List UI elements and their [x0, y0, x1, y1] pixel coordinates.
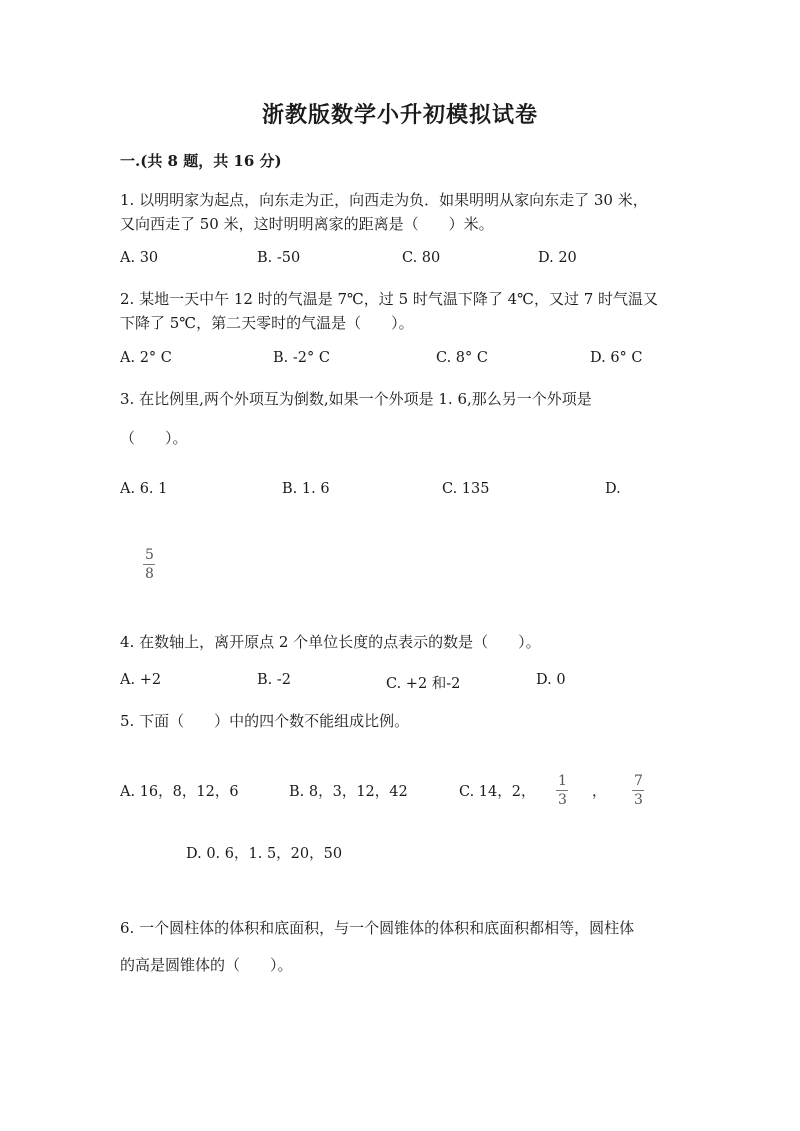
question-3-option-c: C. 135 [442, 481, 490, 497]
fraction-numerator: 5 [145, 547, 154, 563]
question-5-option-d: D. 0. 6，1. 5，20，50 [186, 846, 343, 862]
question-5-option-c: C. 14，2， [459, 784, 536, 800]
question-2-option-c: C. 8° C [436, 350, 488, 366]
question-6-line-1: 6. 一个圆柱体的体积和底面积，与一个圆锥体的体积和底面积都相等，圆柱体 [120, 919, 635, 937]
section-heading: 一.(共 8 题，共 16 分) [120, 152, 282, 170]
question-1-line-2: 又向西走了 50 米，这时明明离家的距离是（ ）米。 [120, 215, 494, 233]
question-3-line-2: （ ）。 [120, 429, 188, 447]
question-3-option-a: A. 6. 1 [120, 481, 168, 497]
question-3-option-b: B. 1. 6 [282, 481, 330, 497]
fraction-numerator: 7 [634, 773, 643, 789]
question-2-line-2: 下降了 5℃，第二天零时的气温是（ ）。 [120, 314, 414, 332]
question-3-line-1: 3. 在比例里,两个外项互为倒数,如果一个外项是 1. 6,那么另一个外项是 [120, 390, 592, 408]
question-3-option-d: D. [605, 481, 621, 497]
question-1-option-d: D. 20 [538, 250, 577, 266]
question-4-option-b: B. -2 [257, 672, 291, 688]
question-4-option-c: C. +2 和-2 [386, 676, 461, 692]
question-6-line-2: 的高是圆锥体的（ ）。 [120, 956, 293, 974]
question-1-option-a: A. 30 [120, 250, 159, 266]
question-4-option-d: D. 0 [536, 672, 566, 688]
question-5-option-a: A. 16，8，12，6 [120, 784, 239, 800]
fraction-denominator: 8 [145, 566, 154, 582]
question-2-line-1: 2. 某地一天中午 12 时的气温是 7℃，过 5 时气温下降了 4℃，又过 7 时气温又 [120, 290, 659, 308]
question-1-option-c: C. 80 [402, 250, 441, 266]
question-5-line-1: 5. 下面（ ）中的四个数不能组成比例。 [120, 712, 410, 730]
page-title: 浙教版数学小升初模拟试卷 [261, 102, 538, 128]
question-5-option-c-fraction-1 [556, 774, 569, 807]
question-3-option-d-fraction [143, 548, 156, 581]
fraction-denominator: 3 [634, 792, 643, 808]
fraction-denominator: 3 [558, 792, 567, 808]
question-5-option-c-separator: ， [592, 784, 607, 800]
question-1-line-1: 1. 以明明家为起点，向东走为正，向西走为负．如果明明从家向东走了 30 米， [120, 191, 648, 209]
fraction-numerator: 1 [558, 773, 567, 789]
question-5-option-c-fraction-2 [632, 774, 645, 807]
question-2-option-d: D. 6° C [590, 350, 643, 366]
question-2-option-b: B. -2° C [273, 350, 330, 366]
question-4-line-1: 4. 在数轴上，离开原点 2 个单位长度的点表示的数是（ ）。 [120, 633, 541, 651]
question-4-option-a: A. +2 [120, 672, 162, 688]
question-2-option-a: A. 2° C [120, 350, 172, 366]
question-5-option-b: B. 8，3，12，42 [289, 784, 408, 800]
question-1-option-b: B. -50 [257, 250, 301, 266]
